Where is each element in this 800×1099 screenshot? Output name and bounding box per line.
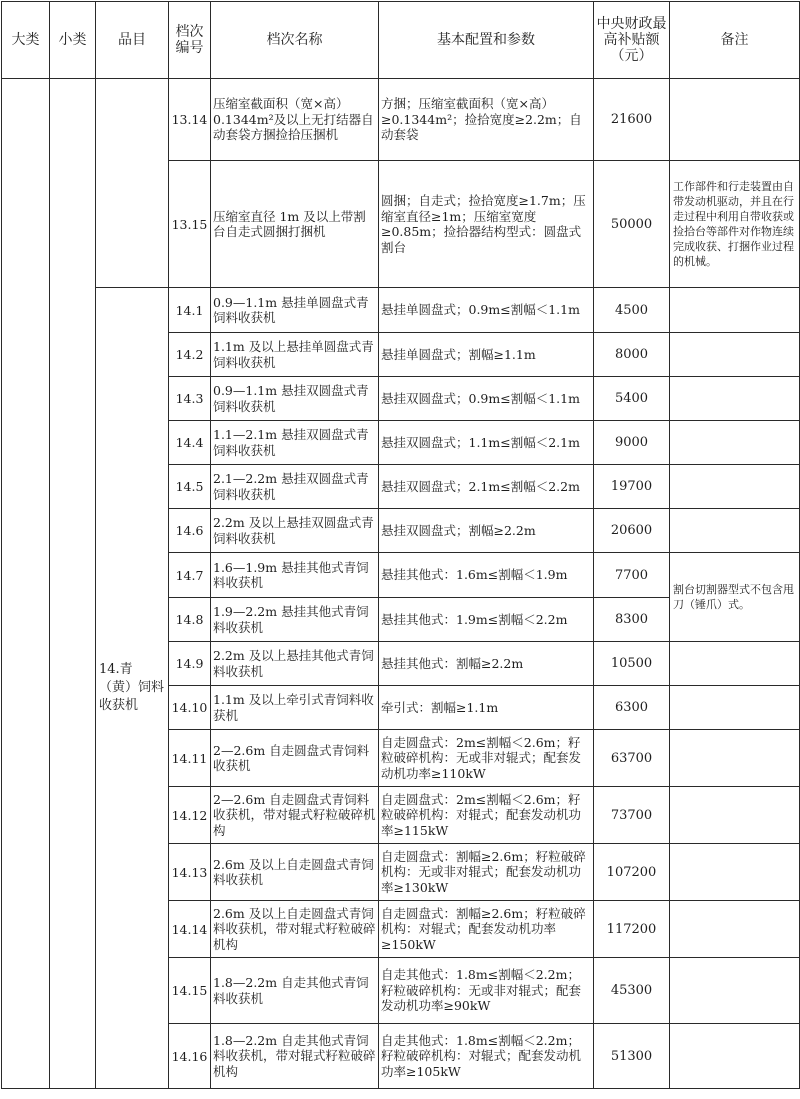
remarks-cell (670, 465, 800, 509)
config-cell: 悬挂双圆盘式；1.1m≤割幅＜2.1m (379, 421, 594, 465)
subsidy-amount-cell: 63700 (594, 730, 670, 787)
config-cell: 牵引式：割幅≥1.1m (379, 686, 594, 730)
remarks-cell (670, 1024, 800, 1089)
grade-name-cell: 2.6m 及以上自走圆盘式青饲料收获机 (211, 844, 379, 901)
grade-name-cell: 1.8—2.2m 自走其他式青饲料收获机，带对辊式籽粒破碎机构 (211, 1024, 379, 1089)
subsidy-amount-cell: 5400 (594, 377, 670, 421)
header-category-major: 大类 (2, 2, 50, 79)
config-cell: 悬挂其他式：1.9m≤割幅＜2.2m (379, 598, 594, 642)
remarks-cell: 割台切割器型式不包含甩刀（锤爪）式。 (670, 553, 800, 642)
subsidy-amount-cell: 19700 (594, 465, 670, 509)
grade-name-cell: 2.2m 及以上悬挂其他式青饲料收获机 (211, 642, 379, 686)
remarks-cell (670, 509, 800, 553)
config-cell: 自走圆盘式：2m≤割幅＜2.6m；籽粒破碎机构：无或非对辊式；配套发动机功率≥110kW (379, 730, 594, 787)
grade-name-cell: 2—2.6m 自走圆盘式青饲料收获机 (211, 730, 379, 787)
remarks-cell (670, 333, 800, 377)
grade-name-cell: 1.1m 及以上牵引式青饲料收获机 (211, 686, 379, 730)
grade-name-cell: 2—2.6m 自走圆盘式青饲料收获机，带对辊式籽粒破碎机构 (211, 787, 379, 844)
grade-code-cell: 14.5 (169, 465, 211, 509)
grade-code-cell: 14.8 (169, 598, 211, 642)
remarks-cell (670, 844, 800, 901)
grade-name-cell: 1.6—1.9m 悬挂其他式青饲料收获机 (211, 553, 379, 598)
grade-name-cell: 2.1—2.2m 悬挂双圆盘式青饲料收获机 (211, 465, 379, 509)
subsidy-amount-cell: 4500 (594, 288, 670, 333)
remarks-cell (670, 901, 800, 958)
header-category-minor: 小类 (50, 2, 96, 79)
subsidy-amount-cell: 45300 (594, 958, 670, 1024)
subsidy-amount-cell: 51300 (594, 1024, 670, 1089)
header-subsidy: 中央财政最高补贴额（元） (594, 2, 670, 79)
config-cell: 悬挂单圆盘式；0.9m≤割幅＜1.1m (379, 288, 594, 333)
config-cell: 自走圆盘式：割幅≥2.6m；籽粒破碎机构：无或非对辊式；配套发动机功率≥130kW (379, 844, 594, 901)
header-grade-code: 档次编号 (169, 2, 211, 79)
grade-name-cell: 2.6m 及以上自走圆盘式青饲料收获机，带对辊式籽粒破碎机构 (211, 901, 379, 958)
remarks-cell (670, 377, 800, 421)
subsidy-amount-cell: 20600 (594, 509, 670, 553)
grade-code-cell: 14.12 (169, 787, 211, 844)
config-cell: 悬挂其他式：割幅≥2.2m (379, 642, 594, 686)
subsidy-amount-cell: 50000 (594, 161, 670, 288)
grade-code-cell: 14.10 (169, 686, 211, 730)
table-body (2, 79, 800, 1089)
grade-code-cell: 14.15 (169, 958, 211, 1024)
remarks-cell (670, 288, 800, 333)
subsidy-amount-cell: 73700 (594, 787, 670, 844)
remarks-cell (670, 958, 800, 1024)
subsidy-amount-cell: 8000 (594, 333, 670, 377)
category-minor-cell (50, 79, 96, 1089)
config-cell: 悬挂双圆盘式；割幅≥2.2m (379, 509, 594, 553)
grade-code-cell: 14.4 (169, 421, 211, 465)
config-cell: 自走圆盘式：2m≤割幅＜2.6m；籽粒破碎机构：对辊式；配套发动机功率≥115kW (379, 787, 594, 844)
header-config: 基本配置和参数 (379, 2, 594, 79)
remarks-cell (670, 730, 800, 787)
subsidy-amount-cell: 7700 (594, 553, 670, 598)
grade-code-cell: 14.3 (169, 377, 211, 421)
grade-name-cell: 压缩室直径 1m 及以上带割台自走式圆捆打捆机 (211, 161, 379, 288)
grade-code-cell: 14.6 (169, 509, 211, 553)
grade-code-cell: 14.2 (169, 333, 211, 377)
item-cell: 14.青（黄）饲料收获机 (96, 288, 169, 1089)
table-row (2, 79, 800, 161)
header-row (2, 2, 800, 79)
grade-name-cell: 1.8—2.2m 自走其他式青饲料收获机 (211, 958, 379, 1024)
config-cell: 悬挂双圆盘式；2.1m≤割幅＜2.2m (379, 465, 594, 509)
grade-name-cell: 压缩室截面积（宽×高）0.1344m²及以上无打结器自动套袋方捆捡拾压捆机 (211, 79, 379, 161)
grade-code-cell: 14.16 (169, 1024, 211, 1089)
grade-name-cell: 1.9—2.2m 悬挂其他式青饲料收获机 (211, 598, 379, 642)
remarks-cell: 工作部件和行走装置由自带发动机驱动，并且在行走过程中利用自带收获或捡拾台等部件对作物连续完成收获、打捆作业过程的机械。 (670, 161, 800, 288)
subsidy-table (1, 1, 800, 1089)
item-cell (96, 79, 169, 288)
grade-code-cell: 14.11 (169, 730, 211, 787)
subsidy-amount-cell: 8300 (594, 598, 670, 642)
config-cell: 自走其他式：1.8m≤割幅＜2.2m；籽粒破碎机构：对辊式；配套发动机功率≥105kW (379, 1024, 594, 1089)
remarks-cell (670, 79, 800, 161)
grade-code-cell: 14.14 (169, 901, 211, 958)
config-cell: 圆捆；自走式；捡拾宽度≥1.7m；压缩室直径≥1m；压缩室宽度≥0.85m；捡拾器结构型式：圆盘式割台 (379, 161, 594, 288)
remarks-cell (670, 787, 800, 844)
grade-name-cell: 1.1m 及以上悬挂单圆盘式青饲料收获机 (211, 333, 379, 377)
remarks-cell (670, 421, 800, 465)
config-cell: 悬挂其他式：1.6m≤割幅＜1.9m (379, 553, 594, 598)
config-cell: 方捆；压缩室截面积（宽×高）≥0.1344m²；捡拾宽度≥2.2m；自动套袋 (379, 79, 594, 161)
grade-code-cell: 13.15 (169, 161, 211, 288)
header-item: 品目 (96, 2, 169, 79)
remarks-cell (670, 642, 800, 686)
config-cell: 悬挂双圆盘式；0.9m≤割幅＜1.1m (379, 377, 594, 421)
subsidy-amount-cell: 10500 (594, 642, 670, 686)
grade-name-cell: 1.1—2.1m 悬挂双圆盘式青饲料收获机 (211, 421, 379, 465)
subsidy-amount-cell: 107200 (594, 844, 670, 901)
config-cell: 自走其他式：1.8m≤割幅＜2.2m；籽粒破碎机构：无或非对辊式；配套发动机功率≥90kW (379, 958, 594, 1024)
grade-code-cell: 14.1 (169, 288, 211, 333)
header-remarks: 备注 (670, 2, 800, 79)
config-cell: 悬挂单圆盘式；割幅≥1.1m (379, 333, 594, 377)
subsidy-amount-cell: 9000 (594, 421, 670, 465)
grade-name-cell: 2.2m 及以上悬挂双圆盘式青饲料收获机 (211, 509, 379, 553)
config-cell: 自走圆盘式：割幅≥2.6m；籽粒破碎机构：对辊式；配套发动机功率≥150kW (379, 901, 594, 958)
header-grade-name: 档次名称 (211, 2, 379, 79)
subsidy-amount-cell: 6300 (594, 686, 670, 730)
table-row (2, 288, 800, 333)
subsidy-amount-cell: 117200 (594, 901, 670, 958)
grade-code-cell: 14.9 (169, 642, 211, 686)
grade-name-cell: 0.9—1.1m 悬挂单圆盘式青饲料收获机 (211, 288, 379, 333)
grade-code-cell: 13.14 (169, 79, 211, 161)
category-major-cell (2, 79, 50, 1089)
grade-code-cell: 14.13 (169, 844, 211, 901)
grade-name-cell: 0.9—1.1m 悬挂双圆盘式青饲料收获机 (211, 377, 379, 421)
subsidy-amount-cell: 21600 (594, 79, 670, 161)
remarks-cell (670, 686, 800, 730)
grade-code-cell: 14.7 (169, 553, 211, 598)
